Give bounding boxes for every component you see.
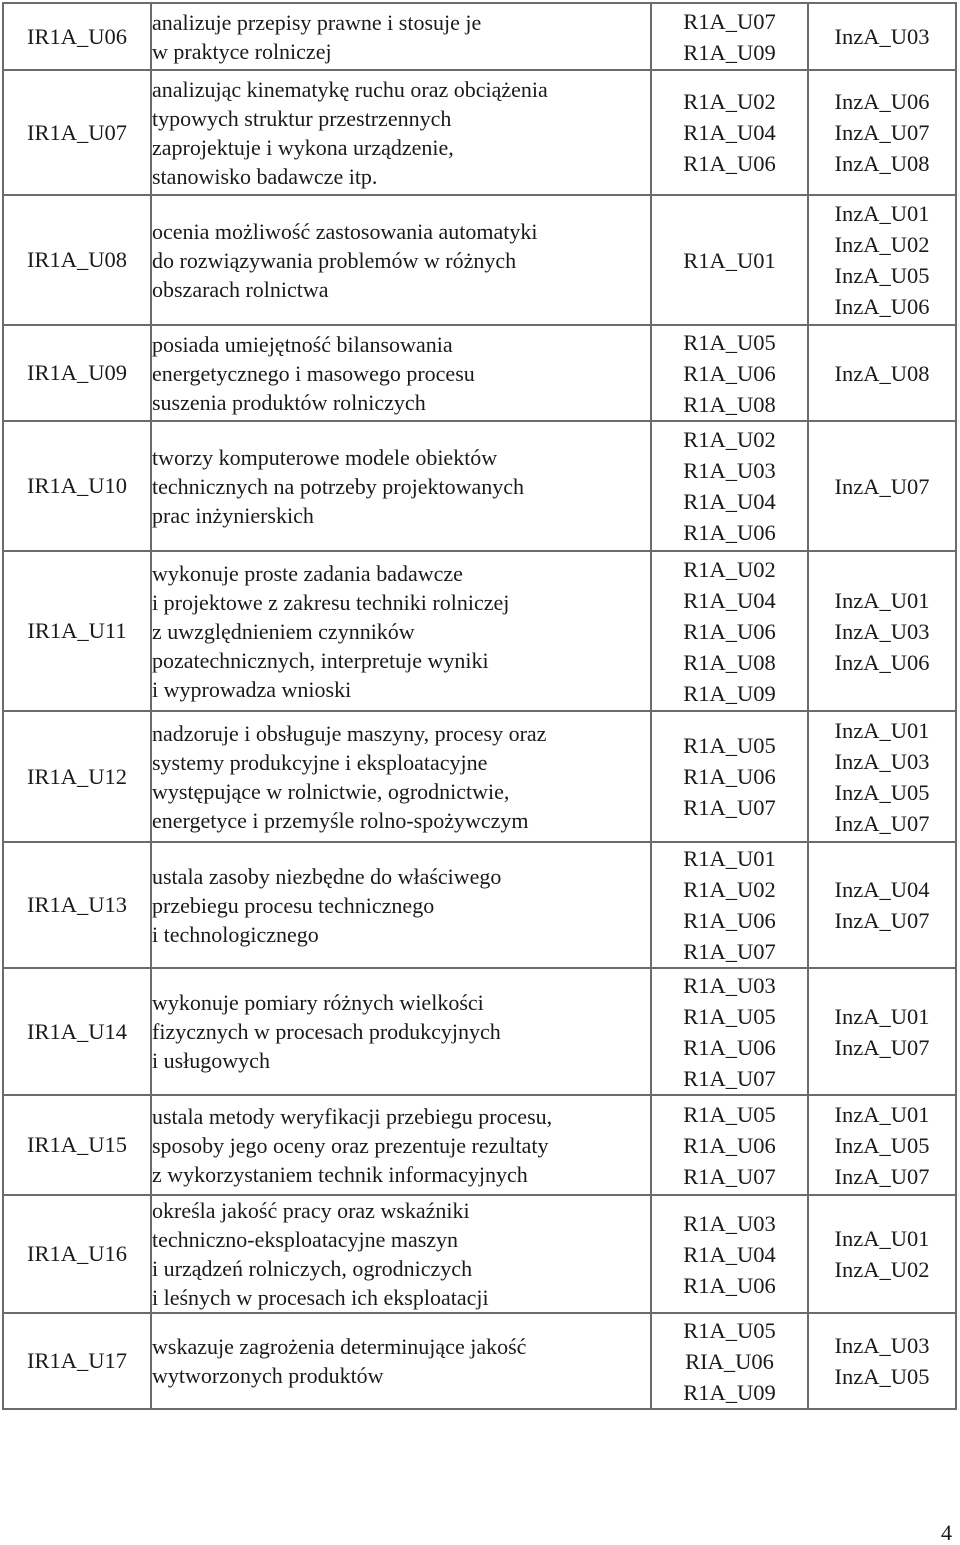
table-row <box>3 195 956 325</box>
inza-references: InzA_U03 InzA_U05 <box>808 1313 956 1409</box>
table-row <box>3 421 956 551</box>
table-row <box>3 1195 956 1313</box>
table-row <box>3 711 956 842</box>
inza-references: InzA_U01 InzA_U07 <box>808 968 956 1095</box>
r1a-references: R1A_U01 <box>651 195 808 325</box>
inza-references: InzA_U07 <box>808 421 956 551</box>
inza-references: InzA_U01 InzA_U02 InzA_U05 InzA_U06 <box>808 195 956 325</box>
outcome-code: IR1A_U06 <box>3 3 151 70</box>
outcome-code: IR1A_U09 <box>3 325 151 421</box>
outcome-code: IR1A_U13 <box>3 842 151 968</box>
r1a-references: R1A_U02 R1A_U04 R1A_U06 <box>651 70 808 195</box>
table-row <box>3 325 956 421</box>
outcome-code: IR1A_U12 <box>3 711 151 842</box>
inza-references: InzA_U04 InzA_U07 <box>808 842 956 968</box>
outcome-description: wykonuje pomiary różnych wielkości fizycznych w procesach produkcyjnych i usługowych <box>151 968 651 1095</box>
r1a-references: R1A_U05 RIA_U06 R1A_U09 <box>651 1313 808 1409</box>
outcome-code: IR1A_U16 <box>3 1195 151 1313</box>
outcome-description: ustala metody weryfikacji przebiegu procesu, sposoby jego oceny oraz prezentuje rezultaty z wykorzystaniem technik informacyjnych <box>151 1095 651 1195</box>
inza-references: InzA_U06 InzA_U07 InzA_U08 <box>808 70 956 195</box>
outcome-code: IR1A_U14 <box>3 968 151 1095</box>
outcome-description: ocenia możliwość zastosowania automatyki do rozwiązywania problemów w różnych obszarach rolnictwa <box>151 195 651 325</box>
outcome-description: tworzy komputerowe modele obiektów technicznych na potrzeby projektowanych prac inżynierskich <box>151 421 651 551</box>
outcome-description: określa jakość pracy oraz wskaźniki techniczno-eksploatacyjne maszyn i urządzeń rolniczych, ogrodniczych i leśnych w procesach ich eksploatacji <box>151 1195 651 1313</box>
inza-references: InzA_U03 <box>808 3 956 70</box>
outcome-code: IR1A_U07 <box>3 70 151 195</box>
outcome-description: wskazuje zagrożenia determinujące jakość wytworzonych produktów <box>151 1313 651 1409</box>
inza-references: InzA_U01 InzA_U02 <box>808 1195 956 1313</box>
table-row <box>3 968 956 1095</box>
r1a-references: R1A_U07 R1A_U09 <box>651 3 808 70</box>
outcome-description: wykonuje proste zadania badawcze i projektowe z zakresu techniki rolniczej z uwzględnieniem czynników pozatechnicznych, interpretuje wyniki i wyprowadza wnioski <box>151 551 651 711</box>
outcome-code: IR1A_U17 <box>3 1313 151 1409</box>
outcome-description: ustala zasoby niezbędne do właściwego przebiegu procesu technicznego i technologicznego <box>151 842 651 968</box>
outcome-code: IR1A_U15 <box>3 1095 151 1195</box>
inza-references: InzA_U01 InzA_U03 InzA_U06 <box>808 551 956 711</box>
r1a-references: R1A_U02 R1A_U03 R1A_U04 R1A_U06 <box>651 421 808 551</box>
r1a-references: R1A_U05 R1A_U06 R1A_U08 <box>651 325 808 421</box>
r1a-references: R1A_U05 R1A_U06 R1A_U07 <box>651 1095 808 1195</box>
r1a-references: R1A_U03 R1A_U04 R1A_U06 <box>651 1195 808 1313</box>
inza-references: InzA_U01 InzA_U03 InzA_U05 InzA_U07 <box>808 711 956 842</box>
table-row <box>3 70 956 195</box>
page-number: 4 <box>941 1520 952 1545</box>
table-row <box>3 551 956 711</box>
table-row <box>3 3 956 70</box>
table-row <box>3 1313 956 1409</box>
outcome-code: IR1A_U11 <box>3 551 151 711</box>
r1a-references: R1A_U03 R1A_U05 R1A_U06 R1A_U07 <box>651 968 808 1095</box>
outcome-description: analizując kinematykę ruchu oraz obciążenia typowych struktur przestrzennych zaprojektuje i wykona urządzenie, stanowisko badawcze itp. <box>151 70 651 195</box>
outcome-code: IR1A_U10 <box>3 421 151 551</box>
learning-outcomes-table <box>2 2 957 1410</box>
table-row <box>3 842 956 968</box>
outcome-description: nadzoruje i obsługuje maszyny, procesy oraz systemy produkcyjne i eksploatacyjne występujące w rolnictwie, ogrodnictwie, energetyce i przemyśle rolno-spożywczym <box>151 711 651 842</box>
outcome-description: posiada umiejętność bilansowania energetycznego i masowego procesu suszenia produktów rolniczych <box>151 325 651 421</box>
r1a-references: R1A_U02 R1A_U04 R1A_U06 R1A_U08 R1A_U09 <box>651 551 808 711</box>
table-row <box>3 1095 956 1195</box>
inza-references: InzA_U08 <box>808 325 956 421</box>
inza-references: InzA_U01 InzA_U05 InzA_U07 <box>808 1095 956 1195</box>
outcome-code: IR1A_U08 <box>3 195 151 325</box>
r1a-references: R1A_U05 R1A_U06 R1A_U07 <box>651 711 808 842</box>
outcome-description: analizuje przepisy prawne i stosuje je w praktyce rolniczej <box>151 3 651 70</box>
r1a-references: R1A_U01 R1A_U02 R1A_U06 R1A_U07 <box>651 842 808 968</box>
